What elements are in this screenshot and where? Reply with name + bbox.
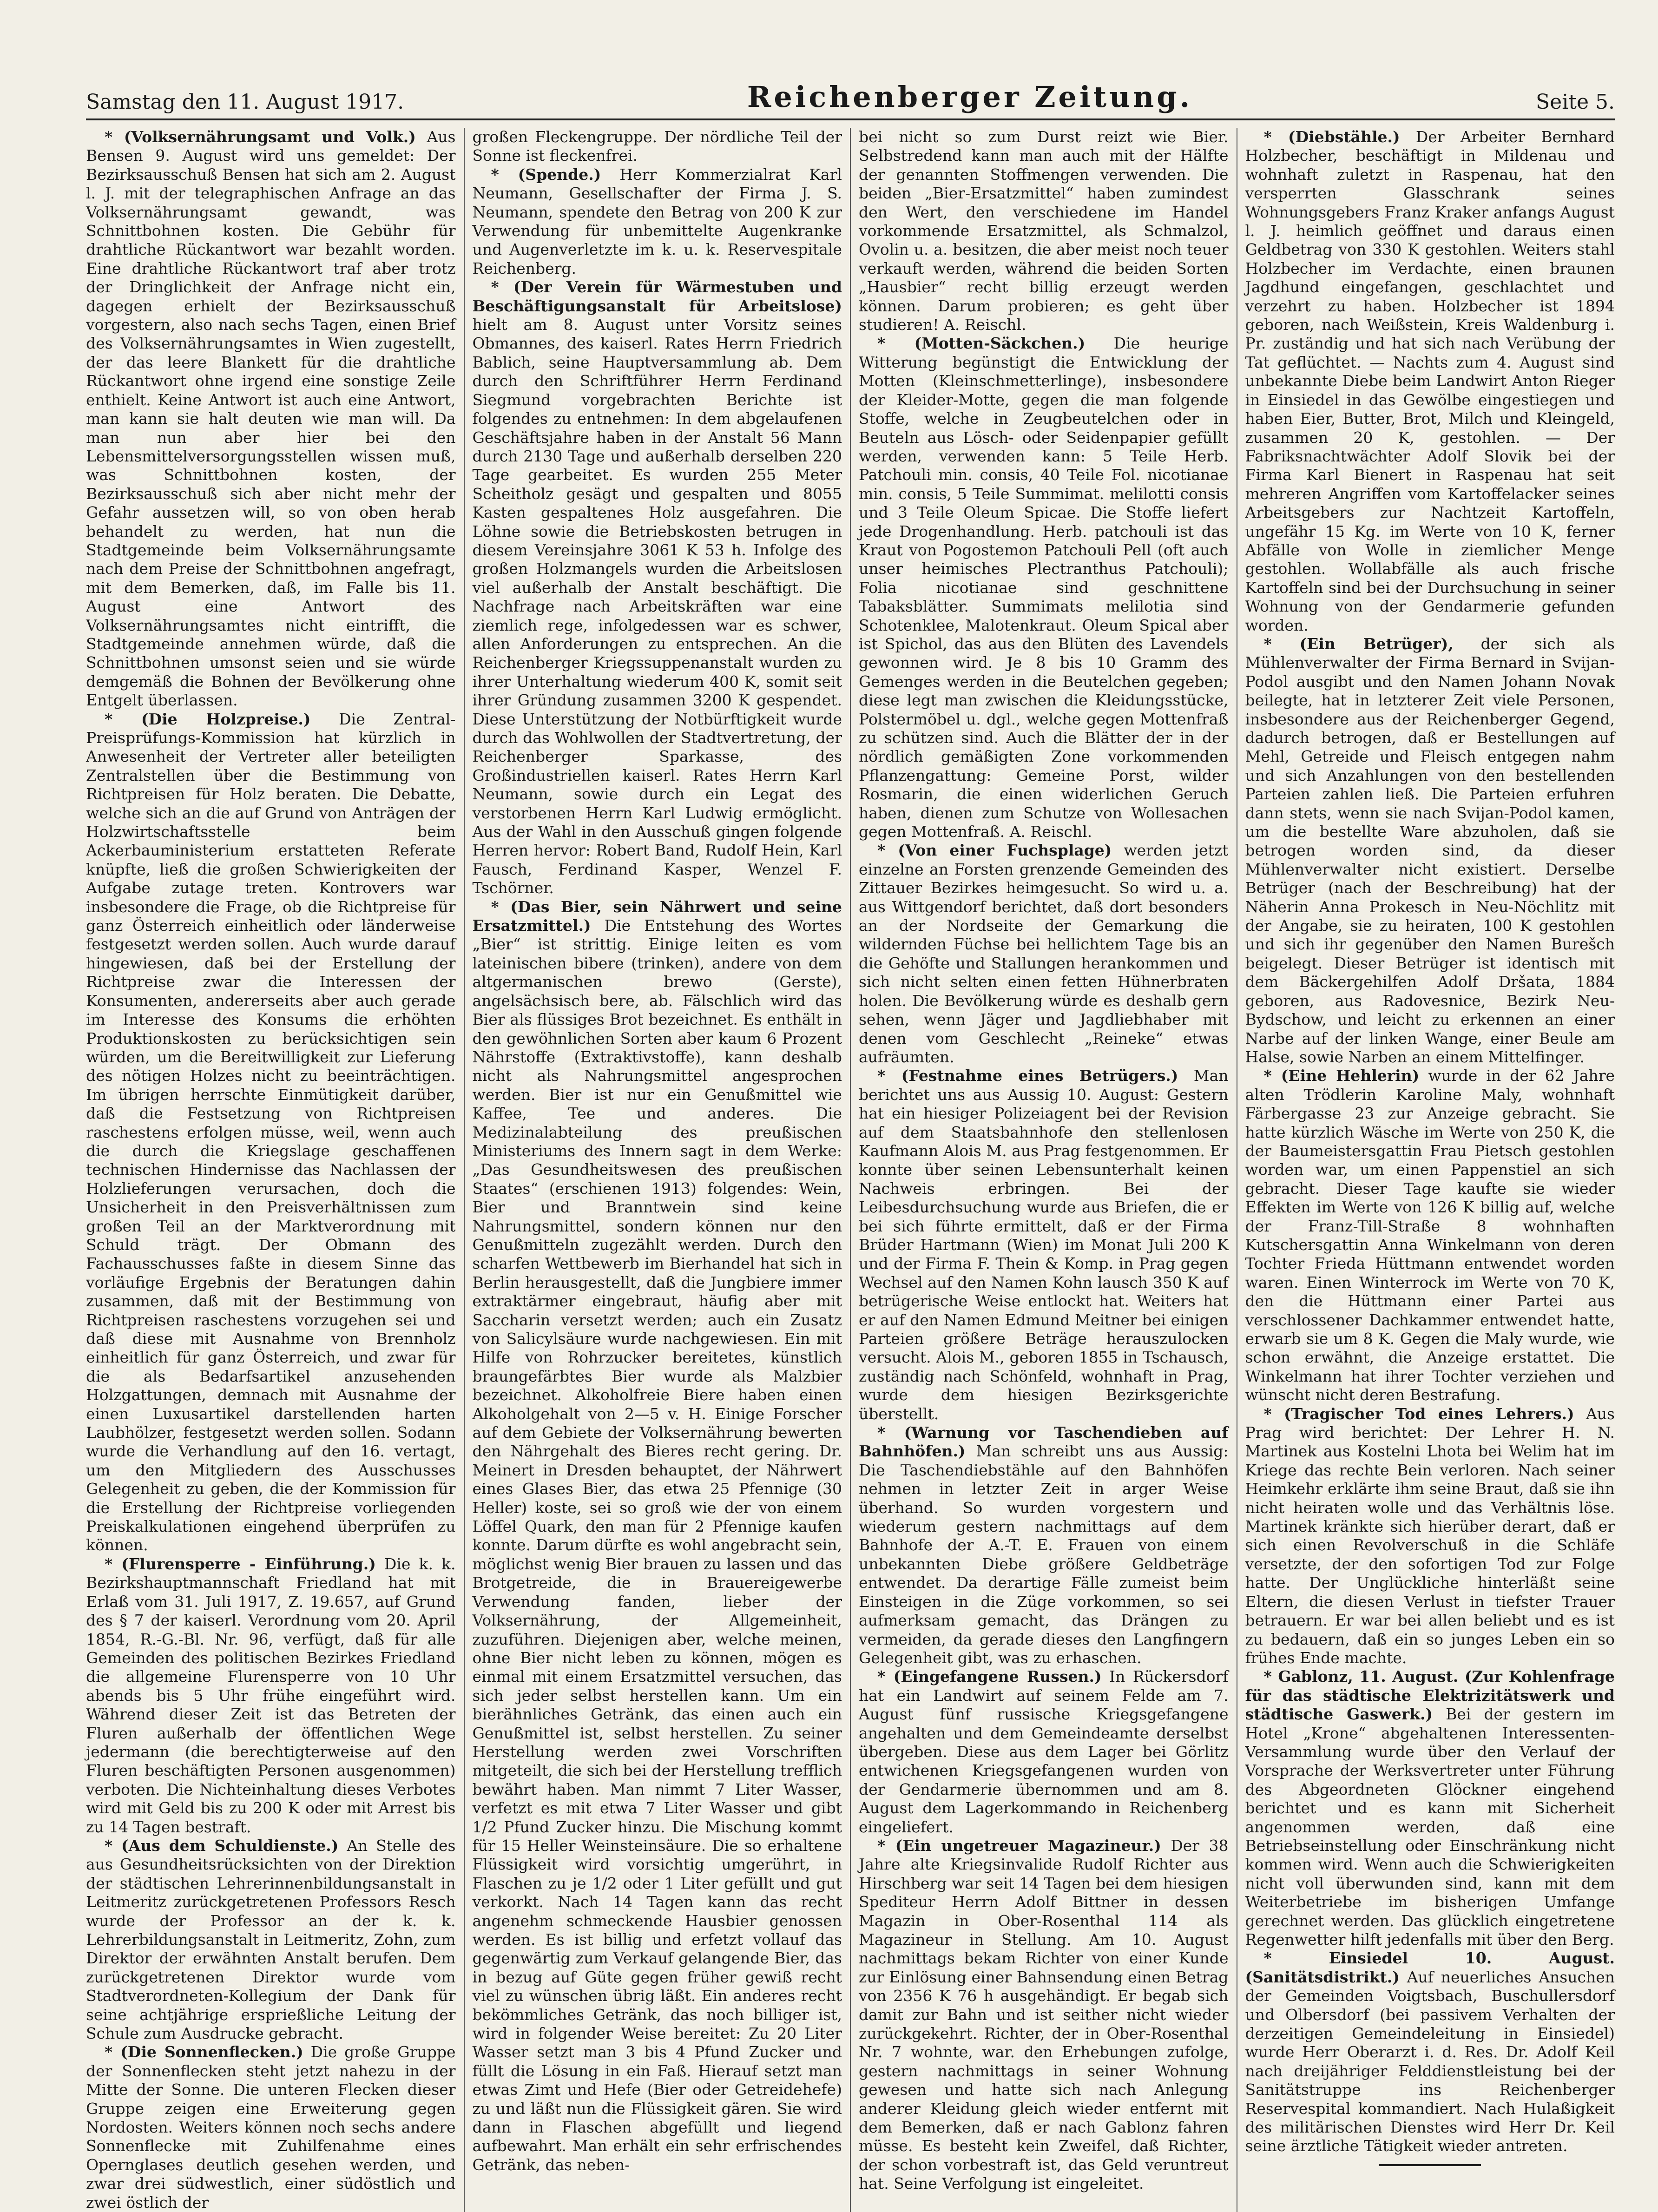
column-4 bbox=[1245, 128, 1615, 2212]
article-title: * (Tragischer Tod eines Lehrers.) bbox=[1263, 1404, 1574, 1423]
article-body: Die Zentral-Preisprüfungs-Kommission hat kürzlich in Anwesenheit der Vertreter aller beteiligten Zentralstellen über die Bestimmung von Richtpreisen für Holz beraten. Die Debatte, welche sich an die auf Grund von Anträgen der Holzwirtschaftsstelle beim Ackerbauministerium erstatteten Referate knüpfte, ließ die großen Schwierigkeiten der Aufgabe zutage treten. Kontrovers war insbesondere die Frage, ob die Richtpreise für ganz Österreich einheitlich oder länderweise festgesetzt werden sollen. Auch wurde darauf hingewiesen, daß bei der Erstellung der Richtpreise zwar die Interessen der Konsumenten, andererseits aber auch gerade im Interesse des Konsums die erhöhten Produktionskosten zu berücksichtigen sein würden, um die Bereitwilligkeit zur Lieferung des nötigen Holzes nicht zu beeinträchtigen. Im übrigen herrschte Einmütigkeit darüber, daß die Festsetzung von Richtpreisen raschestens erfolgen müsse, weil, wenn auch die durch die Kriegslage geschaffenen technischen Hindernisse das Nachlassen der Holzlieferungen verursachen, doch die Unsicherheit in den Preisverhältnissen zum großen Teil an der Marktverordnung mit Schuld trägt. Der Obmann des Fachausschusses faßte in diesem Sinne das vorläufige Ergebnis der Beratungen dahin zusammen, daß mit der Bestimmung von Richtpreisen raschestens vorzugehen sei und daß diese mit Ausnahme von Brennholz einheitlich für ganz Österreich, und zwar für die als Bedarfsartikel anzusehenden Holzgattungen, demnach mit Ausnahme der einen Luxusartikel darstellenden harten Laubhölzer, festgesetzt werden sollen. Sodann wurde die Verhandlung auf den 16. vertagt, um den Mitgliedern des Ausschusses Gelegenheit zu geben, die der Kommission für die Erstellung der Richtpreise vorliegenden Preiskalkulationen eingehend überprüfen zu können. bbox=[86, 710, 456, 1554]
article-title: * (Das Bier, sein Nährwert und seine Ersatzmittel.) bbox=[472, 897, 842, 935]
article-title: * Gablonz, 11. August. (Zur Kohlenfrage für das städtische Elektrizitätswerk und städtische Gaswerk.) bbox=[1245, 1667, 1615, 1724]
article bbox=[86, 2043, 456, 2212]
article bbox=[859, 334, 1229, 841]
article bbox=[473, 898, 842, 2175]
author-signature: A. Reischl. bbox=[943, 316, 1026, 334]
article-title: * (Der Verein für Wärmestuben und Beschäftigungsanstalt für Arbeitslose) bbox=[472, 278, 842, 315]
article bbox=[1245, 1949, 1615, 2155]
article bbox=[859, 1667, 1229, 1837]
article-body: Der 38 Jahre alte Kriegsinvalide Rudolf Richter aus Hirschberg war seit 14 Tagen bei dem hiesigen Spediteur Herrn Adolf Bittner in dessen Magazin in Ober-Rosenthal 114 als Magazineur in Stellung. Am 10. August nachmittags bekam Richter von einer Kunde zur Einlösung einer Bahnsendung einen Betrag von 2356 K 76 h ausgehändigt. Er begab sich damit zur Bahn und ist seither nicht wieder zurückgekehrt. Richter, der in Ober-Rosenthal Nr. 7 wohnte, war. den Erhebungen zufolge, gestern nachmittags in seiner Wohnung gewesen und hatte sich nach Anlegung anderer Kleidung gleich wieder entfernt mit dem Bemerken, daß er nach Gablonz fahren müsse. Es besteht kein Zweifel, daß Richter, der schon vorbestraft ist, das Geld veruntreut hat. Seine Verfolgung ist eingeleitet. bbox=[859, 1836, 1229, 2193]
article bbox=[859, 1066, 1229, 1423]
article-body: Aus Bensen 9. August wird uns gemeldet: Der Bezirksausschuß Bensen hat sich am 2. August l. J. mit der telegraphischen Anfrage an das Volksernährungsamt gewandt, was Schnittbohnen kosten. Die Gebühr für drahtliche Rückantwort war bezahlt worden. Eine drahtliche Rückantwort traf aber trotz der Dringlichkeit der Anfrage nicht ein, dagegen erhielt der Bezirksausschuß vorgestern, also nach sechs Tagen, einen Brief des Volksernährungsamtes in Wien zugestellt, der das leere Blankett für die drahtliche Rückantwort ohne irgend eine sonstige Zeile enthielt. Keine Antwort ist auch eine Antwort, man kann sie halt deuten wie man will. Da man nun aber hier bei den Lebensmittelversorgungsstellen wissen muß, was Schnittbohnen kosten, der Bezirksausschuß sich aber nicht mehr der Gefahr aussetzen will, so von oben herab behandelt zu werden, hat nun die Stadtgemeinde beim Volksernährungsamte nach dem Preise der Schnittbohnen angefragt, mit dem Bemerken, daß, im Falle bis 11. August eine Antwort des Volksernährungsamtes nicht eintrifft, die Stadtgemeinde annehmen würde, daß die Schnittbohnen umsonst seien und sie würde demgemäß die Bohnen der Bevölkerung ohne Entgelt überlassen. bbox=[86, 128, 456, 710]
article bbox=[86, 1837, 456, 2043]
issue-date: Samstag den 11. August 1917. bbox=[86, 90, 404, 114]
article-title: * (Von einer Fuchsplage) bbox=[877, 841, 1112, 860]
article-title: * (Flurensperre - Einführung.) bbox=[105, 1554, 376, 1573]
article-title: * (Volksernährungsamt und Volk.) bbox=[105, 128, 416, 146]
article bbox=[1245, 635, 1615, 1066]
article bbox=[1245, 1405, 1615, 1668]
article-body: der sich als Mühlenverwalter der Firma Bernard in Svijan-Podol ausgibt und den Namen Johann Novak beilegte, hat in letzterer Zeit viele Personen, insbesondere aus der Reichenberger Gegend, dadurch betrogen, daß er Bestellungen auf Mehl, Getreide und Fleisch entgegen nahm und sich Anzahlungen von den bestellenden Parteien zahlen ließ. Die Parteien erfuhren dann stets, wenn sie nach Svijan-Podol kamen, um die bestellte Ware abzuholen, daß sie betrogen worden sind, da dieser Mühlenverwalter nicht existiert. Derselbe Betrüger (nach der Beschreibung) hat der Näherin Anna Prokesch in Neu-Nöchlitz mit der Angabe, sie zu heiraten, 100 K gestohlen und sich ihr gegenüber den Namen Burešch beigelegt. Dieser Betrüger ist identisch mit dem Bäckergehilfen Adolf Dršata, 1884 geboren, aus Radovesnice, Bezirk Neu-Bydschow, und leicht zu erkennen an einer Narbe auf der linken Wange, einer Beule am Halse, sowie Narben an einem Mittelfinger. bbox=[1245, 634, 1615, 1066]
article-body: Auf neuerliches Ansuchen der Gemeinden Voigtsbach, Buschullersdorf und Olbersdorf (bei passivem Verhalten der derzeitigen Gemeindeleitung in Einsiedel) wurde Herr Oberarzt i. d. Res. Dr. Adolf Keil nach dreijähriger Felddienstleistung bei der Sanitätstruppe ins Reichenberger Reservespital kommandiert. Nach Hulaßigkeit des militärischen Dienstes wird Herr Dr. Keil seine ärztliche Tätigkeit wieder antreten. bbox=[1245, 1968, 1615, 2155]
article bbox=[86, 710, 456, 1555]
column-2 bbox=[473, 128, 842, 2212]
article-body: Bei der gestern im Hotel „Krone“ abgehaltenen Interessenten-Versammlung wurde über den Verlauf der Vorsprache der Werksvertreter unter Führung des Abgeordneten Glöckner eingehend berichtet und es kann mit Sicherheit angenommen werden, daß eine Betriebseinstellung oder Einschränkung nicht kommen wird. Wenn auch die Schwierigkeiten nicht voll überwunden sind, kann mit dem Weiterbetriebe im bisherigen Umfange gerechnet werden. Das glücklich eingetretene Regenwetter hilft jedenfalls mit über den Berg. bbox=[1245, 1705, 1615, 1949]
article-body: Die heurige Witterung begünstigt die Entwicklung der Motten (Kleinschmetterlinge), insbesondere der Kleider-Motte, gegen die man folgende Stoffe, welche in Zeugbeutelchen oder in Beuteln aus Lösch- oder Seidenpapier gefüllt werden, verwenden kann: 5 Teile Herb. Patchouli min. consis, 40 Teile Fol. nicotianae min. consis, 5 Teile Summimat. melilotti consis und 3 Teile Oleum Spicae. Die Stoffe liefert jede Drogenhandlung. Herb. patchouli ist das Kraut von Pogostemon Patchouli Pell (oft auch unser heimisches Plectranthus Patchouli); Folia nicotianae sind geschnittene Tabaksblätter. Summimats melilotia sind Schotenklee, Malotenkraut. Oleum Spical aber ist Spichol, das aus den Blüten des Lavendels gewonnen wird. Je 8 bis 10 Gramm des Gemenges werden in die Beutelchen gegeben; diese legt man zwischen die Kleidungsstücke, Polstermöbel u. dgl., welche gegen Mottenfraß zu schützen sind. Auch die Blätter der in der nördlich gemäßigten Zone vorkommenden Pflanzengattung: Gemeine Porst, wilder Rosmarin, die einen widerlichen Geruch haben, dienen zum Schutze von Wollesachen gegen Mottenfraß. bbox=[859, 334, 1229, 841]
article-body: Die k. k. Bezirkshauptmannschaft Friedland hat mit Erlaß vom 31. Juli 1917, Z. 19.657, auf Grund des § 7 der kaiserl. Verordnung vom 20. April 1854, R.-G.-Bl. Nr. 96, verfügt, daß für alle Gemeinden des politischen Bezirkes Friedland die allgemeine Flurensperre von 10 Uhr abends bis 5 Uhr frühe eingeführt wird. Während dieser Zeit ist das Betreten der Fluren außerhalb der öffentlichen Wege jedermann (die berechtigterweise auf den Fluren beschäftigten Personen ausgenommen) verboten. Die Nichteinhaltung dieses Verbotes wird mit Geld bis zu 200 K oder mit Arrest bis zu 14 Tagen bestraft. bbox=[86, 1554, 456, 1836]
article-body: Herr Kommerzialrat Karl Neumann, Gesellschafter der Firma J. S. Neumann, spendete den Betrag von 200 K zur Verwendung für unbemittelte Augenkranke und Augenverletzte im k. u. k. Reservespitale Reichenberg. bbox=[472, 165, 842, 277]
article-body: An Stelle des aus Gesundheitsrücksichten von der Direktion der städtischen Lehrerinnenbildungsanstalt in Leitmeritz zurückgetretenen Professors Resch wurde der Professor an der k. k. Lehrerbildungsanstalt in Leitmeritz, Zohn, zum Direktor der erwähnten Anstalt berufen. Dem zurückgetretenen Direktor wurde vom Stadtverordneten-Kollegium der Dank für seine achtjährige ersprießliche Leitung der Schule zum Ausdrucke gebracht. bbox=[86, 1836, 456, 2043]
article bbox=[859, 841, 1229, 1066]
end-rule bbox=[1379, 2164, 1481, 2166]
article-body: bei nicht so zum Durst reizt wie Bier. Selbstredend kann man auch mit der Hälfte der genannten Stoffmengen verwenden. Die beiden „Bier-Ersatzmittel“ haben zumindest den Wert, den verschiedene im Handel vorkommende Ersatzmittel, als Schmalzol, Ovolin u. a. besitzen, die aber meist noch teuer verkauft werden, während die beiden Sorten „Hausbier“ recht billig erzeugt werden können. Darum probieren; es geht über studieren! bbox=[859, 128, 1229, 334]
article bbox=[473, 165, 842, 278]
article bbox=[1245, 1066, 1615, 1404]
article-title: * (Spende.) bbox=[491, 165, 601, 184]
article-title: * (Ein Betrüger), bbox=[1263, 634, 1454, 653]
article-title: * (Ein ungetreuer Magazineur.) bbox=[877, 1836, 1161, 1855]
article bbox=[86, 128, 456, 710]
article bbox=[859, 1837, 1229, 2193]
article-title: * Einsiedel 10. August. (Sanitätsdistrikt.) bbox=[1245, 1949, 1615, 1986]
article-body: werden jetzt einzelne an Forsten grenzende Gemeinden des Zittauer Bezirkes heimgesucht. So wird u. a. aus Wittgendorf berichtet, daß dort besonders an der Nordseite der Gemarkung die wildernden Füchse bei hellichtem Tage bis an die Gehöfte und Stallungen herankommen und sich nicht selten einen fetten Hühnerbraten holen. Die Bevölkerung würde es deshalb gern sehen, wenn Jäger und Jagdliebhaber mit denen vom Geschlecht „Reineke“ etwas aufräumten. bbox=[859, 841, 1229, 1066]
article-body: wurde in der 62 Jahre alten Trödlerin Karoline Maly, wohnhaft Färbergasse 23 zur Anzeige gebracht. Sie hatte kürzlich Wäsche im Werte von 250 K, die der Baumeistersgattin Frau Pietsch gestohlen worden war, um einen Pappenstiel an sich gebracht. Dieser Tage kaufte sie wieder Effekten im Werte von 126 K billig auf, welche der Franz-Till-Straße 8 wohnhaften Kutschersgattin Anna Winkelmann von deren Tochter Frieda Hüttmann entwendet worden waren. Einen Winterrock im Werte von 70 K, den die Hüttmann einer Partei aus verschlossener Dachkammer entwendet hatte, erwarb sie um 8 K. Gegen die Maly wurde, wie schon erwähnt, die Anzeige erstattet. Die Winkelmann hat ihrer Tochter verziehen und wünscht nicht deren Bestrafung. bbox=[1245, 1066, 1615, 1404]
article-body: Aus Prag wird berichtet: Der Lehrer H. N. Martinek aus Kostelni Lhota bei Welim hat im Kriege das rechte Bein verloren. Nach seiner Heimkehr erklärte ihm seine Braut, daß sie ihn nicht heiraten wolle und das Verhältnis löse. Martinek kränkte sich hierüber derart, daß er sich einen Revolverschuß in die Schläfe versetzte, der den sofortigen Tod zur Folge hatte. Der Unglückliche hinterläßt seine Eltern, die diesen Verlust in tiefster Trauer betrauern. Er war bei allen beliebt und es ist zu bedauern, daß ein so junges Leben ein so frühes Ende machte. bbox=[1245, 1404, 1615, 1667]
masthead-title: Reichenberger Zeitung. bbox=[747, 80, 1193, 114]
article bbox=[859, 1423, 1229, 1667]
article-body: Man schreibt uns aus Aussig: Die Taschendiebstähle auf den Bahnhöfen nehmen in letzter Zeit in arger Weise überhand. So wurden vorgestern und wiederum gestern nachmittags auf dem Bahnhofe der A.-T. E. Frauen von einem unbekannten Diebe größere Geldbeträge entwendet. Da derartige Fälle zumeist beim Einsteigen in die Züge vorkommen, so sei aufmerksam gemacht, das Drängen zu vermeiden, da gerade dieses den Langfingern Gelegenheit gibt, was zu erhaschen. bbox=[859, 1442, 1229, 1667]
article bbox=[473, 278, 842, 897]
article bbox=[86, 1555, 456, 1837]
article-continuation bbox=[859, 128, 1229, 334]
article-body: großen Fleckengruppe. Der nördliche Teil der Sonne ist fleckenfrei. bbox=[472, 128, 842, 165]
article-body: Die große Gruppe der Sonnenflecken steht jetzt nahezu in der Mitte der Sonne. Die unteren Flecken dieser Gruppe zeigen eine Erweiterung gegen Nordosten. Weiters können noch sechs andere Sonnenflecke mit Zuhilfenahme eines Opernglases deutlich gesehen werden, und zwar drei südwestlich, einer südöstlich und zwei östlich der bbox=[86, 2043, 456, 2212]
article-title: * (Aus dem Schuldienste.) bbox=[105, 1836, 339, 1855]
article-title: * (Eine Hehlerin) bbox=[1263, 1066, 1420, 1085]
column-1 bbox=[86, 128, 456, 2212]
author-signature: A. Reischl. bbox=[1009, 823, 1092, 841]
article-title: * (Warnung vor Taschendieben auf Bahnhöfen.) bbox=[859, 1423, 1229, 1461]
article-title: * (Die Holzpreise.) bbox=[105, 710, 311, 728]
article-body: hielt am 8. August unter Vorsitz seines Obmannes, des kaiserl. Rates Herrn Friedrich Bablich, seine Hauptversammlung ab. Dem durch den Schriftführer Herrn Ferdinand Siegmund vorgebrachten Berichte ist folgendes zu entnehmen: In dem abgelaufenen Geschäftsjahre haben in der Anstalt 56 Mann durch 2130 Tage und außerhalb derselben 220 Tage gearbeitet. Es wurden 255 Meter Scheitholz gesägt und gespalten und 8055 Kasten gespaltenes Holz ausgefahren. Die Löhne sowie die Betriebskosten betrugen in diesem Vereinsjahre 3061 K 53 h. Infolge des großen Holzmangels wurden die Arbeitslosen viel außerhalb der Anstalt beschäftigt. Die Nachfrage nach Arbeitskräften war eine ziemlich rege, infolgedessen war es schwer, allen Anforderungen zu entsprechen. An die Reichenberger Kriegssuppenanstalt wurden zu ihrer Unterhaltung wiederum 400 K, somit seit ihrer Gründung zusammen 3200 K gespendet. Diese Unterstützung der Notbürftigkeit wurde durch das Wohlwollen der Stadtvertretung, der Reichenberger Sparkasse, des Großindustriellen kaiserl. Rates Herrn Karl Neumann, sowie durch ein Legat des verstorbenen Herrn Karl Ludwig ermöglicht. Aus der Wahl in den Ausschuß gingen folgende Herren hervor: Robert Band, Rudolf Hein, Karl Fausch, Ferdinand Kasper, Wenzel F. Tschörner. bbox=[472, 316, 842, 897]
article-title: * (Diebstähle.) bbox=[1263, 128, 1400, 146]
article-body: Die Entstehung des Wortes „Bier“ ist strittig. Einige leiten es vom lateinischen bibere (trinken), andere von dem altgermanischen brewo (Gerste), angelsächsisch bere, ab. Fälschlich wird das Bier als flüssiges Brot bezeichnet. Es enthält in den gewöhnlichen Sorten aber kaum 6 Prozent Nährstoffe (Extraktivstoffe), kann deshalb nicht als Nahrungsmittel angesprochen werden. Bier ist nur ein Genußmittel wie Kaffee, Tee und anderes. Die Medizinalabteilung des preußischen Ministeriums des Innern sagt in dem Werke: „Das Gesundheitswesen des preußischen Staates“ (erschienen 1913) folgendes: Wein, Bier und Branntwein sind keine Nahrungsmittel, sondern können nur den Genußmitteln zugezählt werden. Durch den scharfen Wettbewerb im Bierhandel hat sich in Berlin herausgestellt, daß die Jungbiere immer extraktärmer eingebraut, häufig aber mit Saccharin versetzt werden; auch ein Zusatz von Salicylsäure wurde nachgewiesen. Ein mit Hilfe von Rohrzucker bereitetes, künstlich braungefärbtes Bier wurde als Malzbier bezeichnet. Alkoholfreie Biere haben einen Alkoholgehalt von 2—5 v. H. Einige Forscher auf dem Gebiete der Volksernährung bewerten den Nährgehalt des Bieres recht gering. Dr. Meinert in Dresden behauptet, der Nährwert eines Glases Bier, das etwa 25 Pfennige (30 Heller) koste, sei so groß wie der von einem Löffel Quark, den man für 2 Pfennige kaufen konnte. Darum dürfte es wohl angebracht sein, möglichst wenig Bier brauen zu lassen und das Brotgetreide, die in Brauereigewerbe Verwendung fanden, lieber der Volksernährung, der Allgemeinheit, zuzuführen. Diejenigen aber, welche meinen, ohne Bier nicht leben zu können, mögen es einmal mit einem Ersatzmittel versuchen, das sich jeder selbst herstellen kann. Um ein bierähnliches Getränk, das einen auch ein Genußmittel ist, selbst herstellen. Zu seiner Herstellung werden zwei Vorschriften mitgeteilt, die sich bei der Herstellung trefflich bewährt haben. Man nimmt 7 Liter Wasser, verfetzt es mit etwa 7 Liter Wasser und gibt 1/2 Pfund Zucker hinzu. Die Mischung kommt für 15 Heller Weinsteinsäure. Die so erhaltene Flüssigkeit wird vorsichtig umgerührt, in Flaschen zu je 1/2 oder 1 Liter gefüllt und gut verkorkt. Nach 14 Tagen kann das recht angenehm schmeckende Hausbier genossen werden. Es ist billig und erfetzt vollauf das gegenwärtig zum Verkauf gelangende Bier, das in bezug auf Güte gegen früher gewiß recht viel zu wünschen übrig läßt. Ein anderes recht bekömmliches Getränk, das noch billiger ist, wird in folgender Weise bereitet: Zu 20 Liter Wasser setzt man 3 bis 4 Pfund Zucker und füllt die Lösung in ein Faß. Hierauf setzt man etwas Zimt und Hefe (Bier oder Getreidehefe) zu und läßt nun die Flüssigkeit gären. Sie wird dann in Flaschen abgefüllt und liegend aufbewahrt. Man erhält ein sehr erfrischendes Getränk, das neben- bbox=[472, 916, 842, 2174]
page-header bbox=[86, 77, 1615, 120]
article-title: * (Motten-Säckchen.) bbox=[877, 334, 1086, 353]
page-number: Seite 5. bbox=[1536, 90, 1615, 114]
article-title: * (Eingefangene Russen.) bbox=[877, 1667, 1102, 1686]
article-body: Man berichtet uns aus Aussig 10. August: Gestern hat ein hiesiger Polizeiagent bei der Revision auf dem Staatsbahnhofe den stellenlosen Kaufmann Alois M. aus Prag festgenommen. Er konnte über seinen Lebensunterhalt keinen Nachweis erbringen. Bei der Leibesdurchsuchung wurde aus Briefen, die er bei sich führte ermittelt, daß er der Firma Brüder Hartmann (Wien) im Monat Juli 200 K und der Firma F. Thein & Komp. in Prag gegen Wechsel auf den Namen Kohn lausch 350 K auf betrügerische Weise entlockt hat. Weiters hat er auf den Namen Edmund Meitner bei einigen Parteien größere Beträge herauszulocken versucht. Alois M., geboren 1855 in Tschausch, zuständig nach Schönfeld, wohnhaft in Prag, wurde dem hiesigen Bezirksgerichte überstellt. bbox=[859, 1066, 1229, 1423]
article-title: * (Die Sonnenflecken.) bbox=[105, 2043, 303, 2061]
article-continuation bbox=[473, 128, 842, 165]
article-body: Der Arbeiter Bernhard Holzbecher, beschäftigt in Mildenau und wohnhaft zuletzt in Raspenau, hat den versperrten Glasschrank seines Wohnungsgebers Franz Kraker anfangs August l. J. heimlich geöffnet und daraus einen Geldbetrag von 330 K gestohlen. Weiters stahl Holzbecher im Verdachte, einen braunen Jagdhund eingefangen, geschlachtet und verzehrt zu haben. Holzbecher ist 1894 geboren, nach Weißstein, Kreis Waldenburg i. Pr. zuständig und hat sich nach Verübung der Tat geflüchtet. — Nachts zum 4. August sind unbekannte Diebe beim Landwirt Anton Rieger in Einsiedel in das Gewölbe eingestiegen und haben Eier, Butter, Brot, Milch und Kleingeld, zusammen 20 K, gestohlen. — Der Fabriksnachtwächter Adolf Slovik bei der Firma Karl Bienert in Raspenau hat seit mehreren Angriffen vom Kartoffelacker seines Arbeitsgebers zur Nachtzeit Kartoffeln, ungefähr 15 Kg. im Werte von 10 K, ferner Abfälle von Wolle in ziemlicher Menge gestohlen. Wollabfälle als auch frische Kartoffeln sind bei der Durchsuchung in seiner Wohnung von der Gendarmerie gefunden worden. bbox=[1245, 128, 1615, 634]
column-3 bbox=[859, 128, 1229, 2212]
article bbox=[1245, 1667, 1615, 1949]
article-body: In Rückersdorf hat ein Landwirt auf seinem Felde am 7. August fünf russische Kriegsgefangene angehalten und dem Gemeindeamte derselbst übergeben. Diese aus dem Lager bei Görlitz entwichenen Kriegsgefangenen wurden von der Gendarmerie übernommen und am 8. August dem Lagerkommando in Reichenberg eingeliefert. bbox=[859, 1667, 1229, 1836]
article-title: * (Festnahme eines Betrügers.) bbox=[877, 1066, 1178, 1085]
article bbox=[1245, 128, 1615, 635]
article-columns bbox=[86, 128, 1615, 2212]
